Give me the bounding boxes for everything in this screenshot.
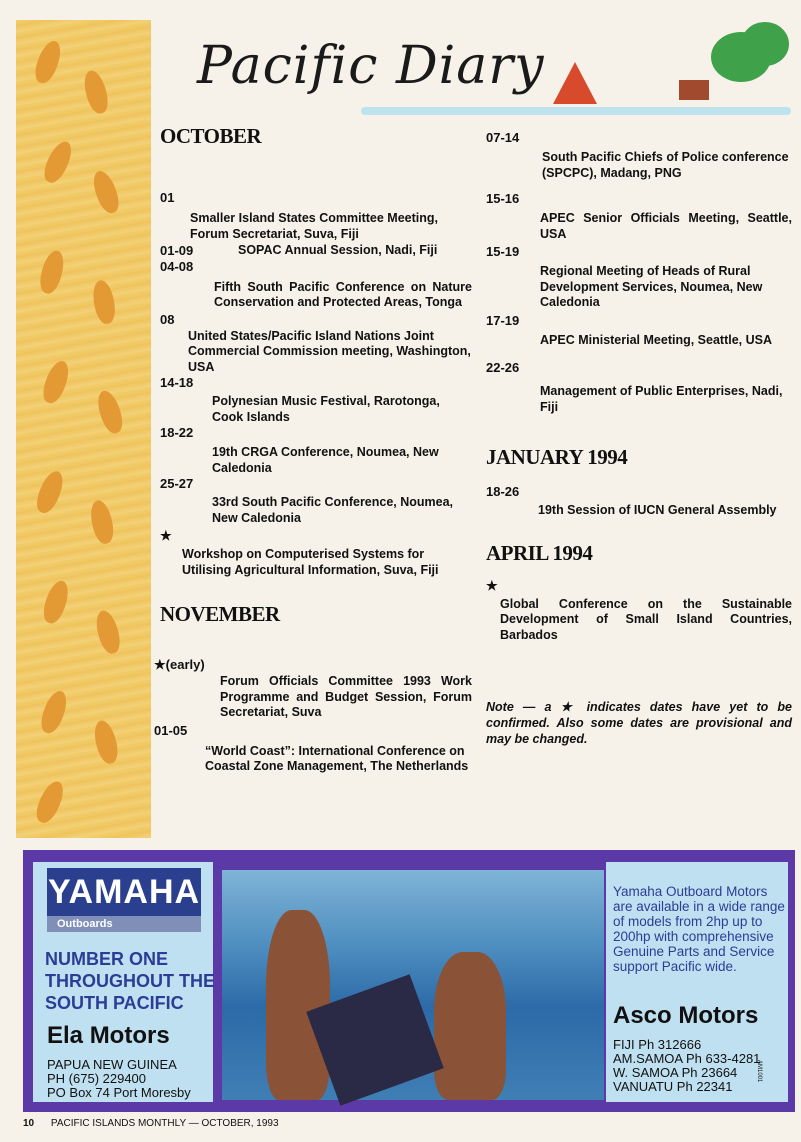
event-text: APEC Ministerial Meeting, Seattle, USA bbox=[540, 332, 772, 347]
event-text: 33rd South Pacific Conference, Noumea, New Caledonia bbox=[212, 495, 454, 525]
sailboat-icon bbox=[553, 62, 597, 104]
address-line: PH (675) 229400 bbox=[47, 1071, 147, 1086]
event-text: “World Coast”: International Conference on Coastal Zone Management, The Netherlands bbox=[205, 743, 469, 773]
month-heading-january: JANUARY 1994 bbox=[486, 445, 628, 469]
footprint-icon bbox=[88, 498, 117, 545]
event-date: 07-14 bbox=[486, 130, 520, 145]
event-text: APEC Senior Officials Meeting, Seattle, USA bbox=[540, 211, 792, 241]
ad-blurb: Yamaha Outboard Motors are available in a wide range of models from 2hp up to 200hp with comprehensive Genuine Parts and Service support Pacific wide. bbox=[613, 884, 785, 974]
hut-icon bbox=[679, 80, 709, 100]
event-text: Management of Public Enterprises, Nadi, Fiji bbox=[540, 384, 783, 414]
event-date: 18-26 bbox=[486, 484, 520, 499]
footprint-icon bbox=[37, 248, 68, 296]
dealer-address-asco bbox=[613, 1038, 760, 1094]
event-text: South Pacific Chiefs of Police conference (SPCPC), Madang, PNG bbox=[542, 150, 789, 180]
page-number: 10 bbox=[23, 1118, 35, 1129]
yamaha-logo: YAMAHA bbox=[47, 868, 201, 916]
event-text: 19th Session of IUCN General Assembly bbox=[538, 503, 777, 517]
address-line: PO Box 74 Port Moresby bbox=[47, 1085, 191, 1100]
footprint-icon bbox=[93, 608, 124, 656]
page-header bbox=[151, 22, 791, 112]
yamaha-advertisement bbox=[23, 850, 795, 1112]
brush-stroke-decoration bbox=[361, 107, 791, 115]
tbc-star-icon: ★ bbox=[486, 577, 498, 593]
address-line: PAPUA NEW GUINEA bbox=[47, 1057, 177, 1072]
event-text: United States/Pacific Island Nations Joint Commercial Commission meeting, Washington, USA bbox=[188, 328, 471, 374]
event-text: Global Conference on the Sustainable Development of Small Island Countries, Barbados bbox=[500, 596, 792, 642]
event-date: 18-22 bbox=[160, 425, 194, 440]
event-date: 01 bbox=[160, 190, 175, 205]
footprint-icon bbox=[94, 388, 127, 436]
footprint-icon bbox=[40, 578, 73, 626]
event-text: Fifth South Pacific Conference on Nature Conservation and Protected Areas, Tonga bbox=[214, 279, 472, 309]
dealer-address-ela bbox=[47, 1058, 191, 1100]
event-row bbox=[160, 243, 472, 259]
event-text: Workshop on Computerised Systems for Utilising Agricultural Information, Suva, Fiji bbox=[182, 547, 439, 577]
dealer-name-asco: Asco Motors bbox=[613, 1002, 759, 1029]
footnote: Note — a ★ indicates dates have yet to be confirmed. Also some dates are provisional and may be changed. bbox=[486, 700, 792, 746]
event-text: Smaller Island States Committee Meeting, Forum Secretariat, Suva, Fiji bbox=[190, 211, 438, 241]
footprint-icon bbox=[91, 718, 121, 766]
event-date: 17-19 bbox=[486, 312, 520, 328]
footprint-icon bbox=[81, 68, 112, 116]
footprints-decoration bbox=[16, 20, 151, 838]
page-footer bbox=[23, 1118, 279, 1129]
event-date: ★(early) bbox=[154, 657, 205, 672]
event-date: 04-08 bbox=[160, 258, 194, 274]
ad-left-panel bbox=[33, 862, 213, 1102]
event-date: 15-16 bbox=[486, 191, 520, 206]
footprint-icon bbox=[90, 279, 117, 326]
publication-line: PACIFIC ISLANDS MONTHLY — OCTOBER, 1993 bbox=[50, 1118, 279, 1129]
footprint-icon bbox=[39, 358, 73, 406]
outboards-label: Outboards bbox=[47, 916, 201, 932]
address-line: FIJI Ph 312666 bbox=[613, 1037, 702, 1052]
event-date: 25-27 bbox=[160, 476, 194, 491]
footprint-icon bbox=[37, 688, 71, 736]
event-date: 01-05 bbox=[154, 722, 188, 738]
right-column bbox=[486, 130, 792, 747]
event-text: Polynesian Music Festival, Rarotonga, Cook Islands bbox=[212, 394, 440, 424]
event-date: 08 bbox=[160, 311, 175, 327]
month-heading-november: NOVEMBER bbox=[160, 602, 280, 626]
footprint-icon bbox=[89, 168, 123, 216]
tbc-star-icon: ★ bbox=[160, 528, 172, 543]
address-line: AM.SAMOA Ph 633-4281 bbox=[613, 1051, 761, 1066]
person-figure bbox=[434, 952, 506, 1100]
event-date: 01-09 bbox=[160, 243, 194, 258]
footprint-icon bbox=[32, 778, 68, 826]
event-text: SOPAC Annual Session, Nadi, Fiji bbox=[238, 243, 438, 257]
footprint-icon bbox=[40, 138, 77, 186]
event-text: Forum Officials Committee 1993 Work Programme and Budget Session, Forum Secretariat, Suva bbox=[220, 674, 472, 719]
palm-tree-icon bbox=[741, 22, 789, 66]
event-date: 15-19 bbox=[486, 244, 520, 259]
ad-slogan: NUMBER ONE THROUGHOUT THE SOUTH PACIFIC bbox=[45, 949, 215, 1013]
left-column bbox=[154, 124, 472, 775]
footprint-icon bbox=[31, 38, 65, 86]
event-date: 14-18 bbox=[160, 375, 194, 390]
page-title: Pacific Diary bbox=[197, 36, 545, 96]
event-text: 19th CRGA Conference, Noumea, New Caledonia bbox=[212, 445, 439, 475]
address-line: W. SAMOA Ph 23664 bbox=[613, 1065, 738, 1080]
footprint-icon bbox=[32, 468, 67, 516]
month-heading-october: OCTOBER bbox=[160, 124, 262, 148]
event-date: 22-26 bbox=[486, 360, 520, 375]
address-line: VANUATU Ph 22341 bbox=[613, 1079, 733, 1094]
beach-photo bbox=[222, 870, 604, 1100]
event-text: Regional Meeting of Heads of Rural Development Services, Noumea, New Caledonia bbox=[540, 264, 763, 309]
dealer-name-ela: Ela Motors bbox=[47, 1022, 170, 1049]
month-heading-april: APRIL 1994 bbox=[486, 540, 593, 565]
ad-code: AM1001 bbox=[756, 1060, 762, 1083]
person-figure bbox=[266, 910, 330, 1100]
